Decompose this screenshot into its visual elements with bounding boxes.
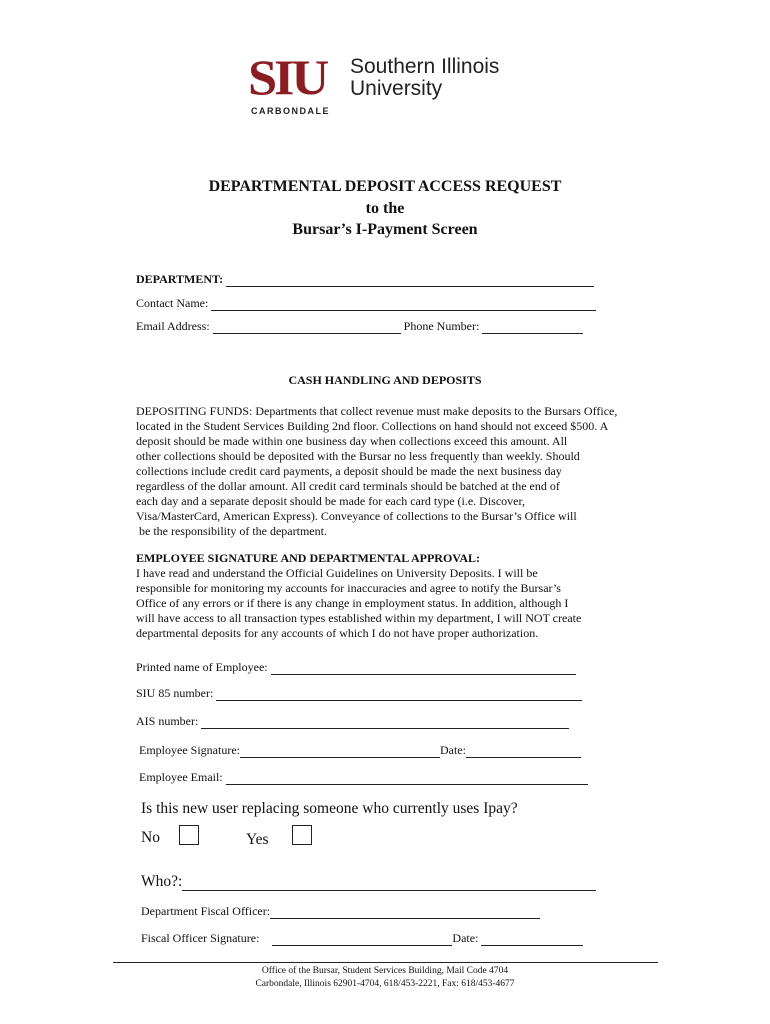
- paragraph-line: DEPOSITING FUNDS: Departments that collect revenue must make deposits to the Bursars Office,: [136, 404, 618, 418]
- title-line3: Bursar’s I-Payment Screen: [292, 221, 478, 238]
- paragraph-line: regardless of the dollar amount. All credit card terminals should be batched at the end of: [136, 479, 560, 493]
- fiscal-officer-field[interactable]: [270, 906, 540, 919]
- paragraph-line: be the responsibility of the department.: [136, 524, 327, 538]
- siu85-field[interactable]: [216, 688, 582, 701]
- logo-university-name: [350, 56, 499, 100]
- siu85-row: [136, 686, 582, 701]
- phone-number-label: Phone Number:: [403, 319, 480, 333]
- yes-label: Yes: [246, 831, 269, 848]
- paragraph-line: Office of any errors or if there is any change in employment status. In addition, although I: [136, 596, 569, 610]
- contact-row: [136, 296, 596, 311]
- no-label: No: [141, 829, 160, 846]
- title-line2: to the: [365, 200, 405, 217]
- no-checkbox[interactable]: [179, 825, 199, 845]
- printed-name-row: [136, 660, 576, 675]
- printed-name-label: Printed name of Employee:: [136, 660, 268, 674]
- cash-handling-heading: CASH HANDLING AND DEPOSITS: [288, 373, 482, 387]
- paragraph-line: located in the Student Services Building 2nd floor. Collections on hand should not exceed $500. A: [136, 419, 609, 433]
- footer-divider: [113, 962, 658, 963]
- who-label: Who?:: [141, 873, 183, 890]
- paragraph-line: each day and a separate deposit should be made for each card type (i.e. Discover,: [136, 494, 526, 508]
- employee-signature-field[interactable]: [240, 745, 440, 758]
- cash-handling-paragraph: [136, 404, 617, 539]
- fiscal-officer-row: [141, 904, 540, 919]
- fiscal-signature-label: Fiscal Officer Signature:: [141, 931, 260, 945]
- fiscal-date-label: Date:: [452, 931, 479, 945]
- yes-checkbox[interactable]: [292, 825, 312, 845]
- paragraph-line: deposit should be made within one business day when collections exceed this amount. All: [136, 434, 568, 448]
- employee-email-label: Employee Email:: [139, 770, 223, 784]
- employee-email-row: [139, 770, 588, 785]
- email-address-field[interactable]: [213, 321, 401, 334]
- ais-field[interactable]: [201, 716, 569, 729]
- fiscal-officer-label: Department Fiscal Officer:: [141, 904, 271, 918]
- paragraph-line: will have access to all transaction types established within my department, I will NOT create: [136, 611, 582, 625]
- who-field[interactable]: [182, 876, 596, 891]
- approval-paragraph: [136, 566, 581, 641]
- employee-signature-row: [139, 743, 581, 758]
- paragraph-line: Visa/MasterCard, American Express). Conveyance of collections to the Bursar’s Office will: [136, 509, 577, 523]
- fiscal-signature-row: [141, 931, 583, 946]
- title-line1: DEPARTMENTAL DEPOSIT ACCESS REQUEST: [208, 178, 562, 195]
- ais-row: [136, 714, 569, 729]
- paragraph-line: responsible for monitoring my accounts for inaccuracies and agree to notify the Bursar’s: [136, 581, 561, 595]
- department-label: DEPARTMENT:: [136, 272, 224, 286]
- employee-signature-label: Employee Signature:: [139, 743, 240, 757]
- contact-name-field[interactable]: [211, 298, 596, 311]
- contact-name-label: Contact Name:: [136, 296, 209, 310]
- paragraph-line: I have read and understand the Official Guidelines on University Deposits. I will be: [136, 566, 538, 580]
- employee-email-field[interactable]: [226, 772, 588, 785]
- logo-name-line1: Southern Illinois: [350, 55, 500, 78]
- paragraph-line: other collections should be deposited with the Bursar no less frequently than weekly. Should: [136, 449, 580, 463]
- fiscal-signature-field[interactable]: [272, 933, 452, 946]
- paragraph-line: departmental deposits for any accounts of which I do not have proper authorization.: [136, 626, 539, 640]
- email-address-label: Email Address:: [136, 319, 210, 333]
- ais-label: AIS number:: [136, 714, 199, 728]
- logo-name-line2: University: [350, 77, 443, 100]
- employee-date-label: Date:: [439, 743, 466, 757]
- department-field[interactable]: [226, 274, 594, 287]
- printed-name-field[interactable]: [271, 662, 576, 675]
- email-phone-row: [136, 319, 583, 334]
- siu85-label: SIU 85 number:: [136, 686, 214, 700]
- department-row: [136, 272, 594, 287]
- approval-heading: EMPLOYEE SIGNATURE AND DEPARTMENTAL APPROVAL:: [136, 551, 481, 565]
- employee-date-field[interactable]: [466, 745, 581, 758]
- phone-number-field[interactable]: [482, 321, 583, 334]
- replacement-question: Is this new user replacing someone who currently uses Ipay?: [141, 800, 518, 817]
- paragraph-line: collections include credit card payments, a deposit should be made the next business day: [136, 464, 562, 478]
- siu-logo-mark: SIU: [248, 49, 327, 105]
- footer-line1: Office of the Bursar, Student Services Building, Mail Code 4704: [261, 966, 509, 976]
- footer-line2: Carbondale, Illinois 62901-4704, 618/453-2221, Fax: 618/453-4677: [255, 979, 515, 989]
- logo-campus: CARBONDALE: [251, 106, 330, 116]
- who-row: [141, 873, 596, 891]
- fiscal-date-field[interactable]: [481, 933, 583, 946]
